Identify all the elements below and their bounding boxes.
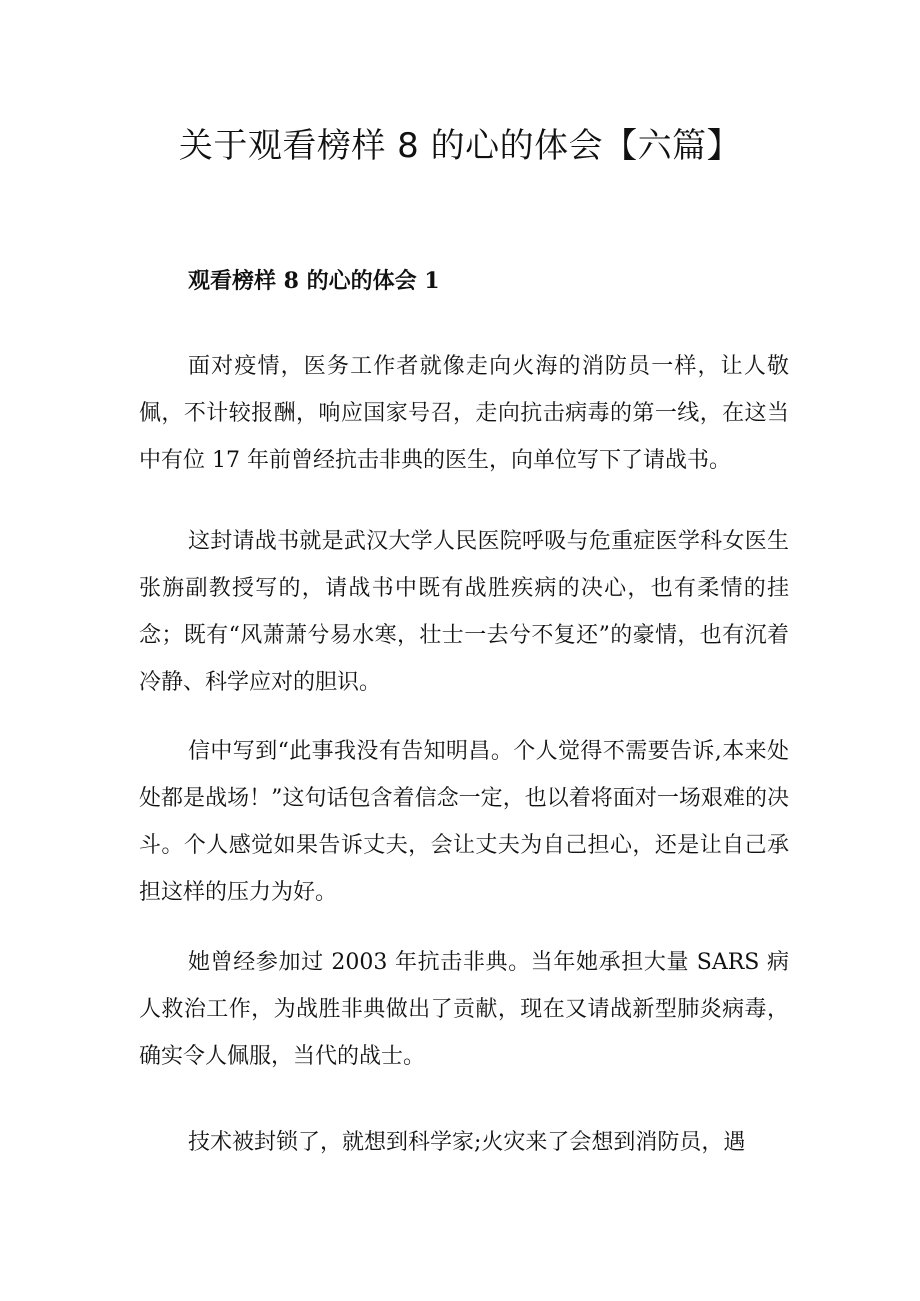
paragraph-1: 面对疫情，医务工作者就像走向火海的消防员一样，让人敬佩，不计较报酬，响应国家号召，走向抗击病毒的第一线，在这当中有位 17 年前曾经抗击非典的医生，向单位写下了请战书。 xyxy=(139,354,789,473)
paragraph-2: 这封请战书就是武汉大学人民医院呼吸与危重症医学科女医生张旃副教授写的，请战书中既有战胜疾病的决心，也有柔情的挂念；既有“风萧萧兮易水寒，壮士一去兮不复还”的豪情，也有沉着冷静、科学应对的胆识。 xyxy=(139,529,789,695)
section-heading: 观看榜样 8 的心的体会 1 xyxy=(188,268,440,294)
paragraph-5: 技术被封锁了，就想到科学家;火灾来了会想到消防员，遇 xyxy=(188,1130,746,1155)
paragraph-4: 她曾经参加过 2003 年抗击非典。当年她承担大量 SARS 病人救治工作，为战胜非典做出了贡献，现在又请战新型肺炎病毒，确实令人佩服，当代的战士。 xyxy=(139,950,789,1069)
document-title: 关于观看榜样 8 的心的体会【六篇】 xyxy=(178,126,742,166)
paragraph-3: 信中写到“此事我没有告知明昌。个人觉得不需要告诉,本来处处都是战场！”这句话包含着信念一定，也以着将面对一场艰难的决斗。个人感觉如果告诉丈夫，会让丈夫为自己担心，还是让自己承担这样的压力为好。 xyxy=(139,739,789,905)
